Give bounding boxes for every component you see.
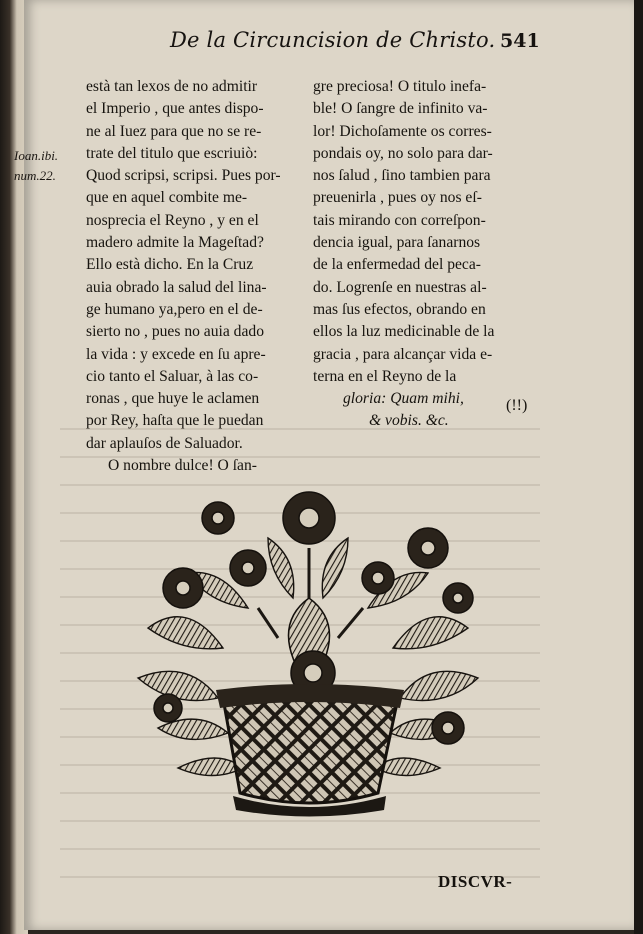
text-line: cio tanto el Saluar, à las co- — [86, 367, 259, 385]
text-line: dar aplauſos de Saluador. — [86, 434, 243, 452]
text-line: nos ſalud , ſino tambien para — [313, 167, 491, 185]
text-line: ne al Iuez para que no se re- — [86, 122, 262, 140]
page-right-edge — [634, 0, 643, 934]
basket — [216, 684, 404, 817]
text-line: madero admite la Mageſtad? — [86, 234, 264, 252]
left-column — [86, 76, 300, 477]
text-line: do. Logrenſe en nuestras al- — [313, 278, 487, 296]
text-line: ellos la luz medicinable de la — [313, 323, 495, 341]
text-line: trate del titulo que escriuiò: — [86, 144, 258, 162]
text-line: dencia igual, para ſanarnos — [313, 234, 481, 252]
right-column — [313, 76, 527, 433]
margin-note-line: num.22. — [14, 168, 56, 183]
end-mark: (!!) — [506, 397, 528, 414]
text-line: preuenirla , pues oy nos eſ- — [313, 189, 482, 207]
text-line: gracia , para alcançar vida e- — [313, 345, 493, 363]
text-line: ge humano ya,pero en el de- — [86, 300, 263, 318]
text-line: el Imperio , que antes dispo- — [86, 100, 264, 118]
text-line: tais mirando con correſpon- — [313, 211, 486, 229]
margin-note — [14, 146, 58, 186]
text-line: ble! O ſangre de infinito va- — [313, 100, 488, 118]
text-line: terna en el Reyno de la — [313, 367, 457, 385]
text-line: ronas , que huye le aclamen — [86, 390, 260, 408]
running-head: De la Circuncision de Christo. — [170, 28, 496, 52]
margin-note-line: Ioan.ibi. — [14, 148, 59, 163]
text-line: lor! Dichoſamente os corres- — [313, 122, 492, 140]
flower-basket-woodcut — [128, 478, 490, 818]
text-line: Ello està dicho. En la Cruz — [86, 256, 254, 274]
text-line: està tan lexos de no admitir — [86, 78, 258, 95]
catchword: DISCVR- — [438, 872, 513, 891]
text-line: sierto no , pues no auia dado — [86, 323, 264, 341]
text-line: por Rey, haſta que le puedan — [86, 412, 264, 430]
text-line: & vobis. &c. — [369, 412, 449, 430]
text-line: pondais oy, no solo para dar- — [313, 144, 493, 162]
text-line: de la enfermedad del peca- — [313, 256, 481, 274]
text-line: que en aquel combite me- — [86, 189, 248, 207]
text-line: la vida : y excede en ſu apre- — [86, 345, 266, 363]
text-line: mas ſus efectos, obrando en — [313, 300, 486, 318]
text-line: nosprecia el Reyno , y en el — [86, 211, 259, 229]
text-line: gre preciosa! O titulo inefa- — [313, 78, 487, 95]
page-number: 541 — [500, 30, 540, 52]
text-line: gloria: Quam mihi, — [343, 390, 464, 408]
text-line: auia obrado la salud del lina- — [86, 278, 267, 296]
text-line: O nombre dulce! O ſan- — [108, 457, 257, 475]
text-line: Quod scripsi, scripsi. Pues por- — [86, 167, 281, 185]
